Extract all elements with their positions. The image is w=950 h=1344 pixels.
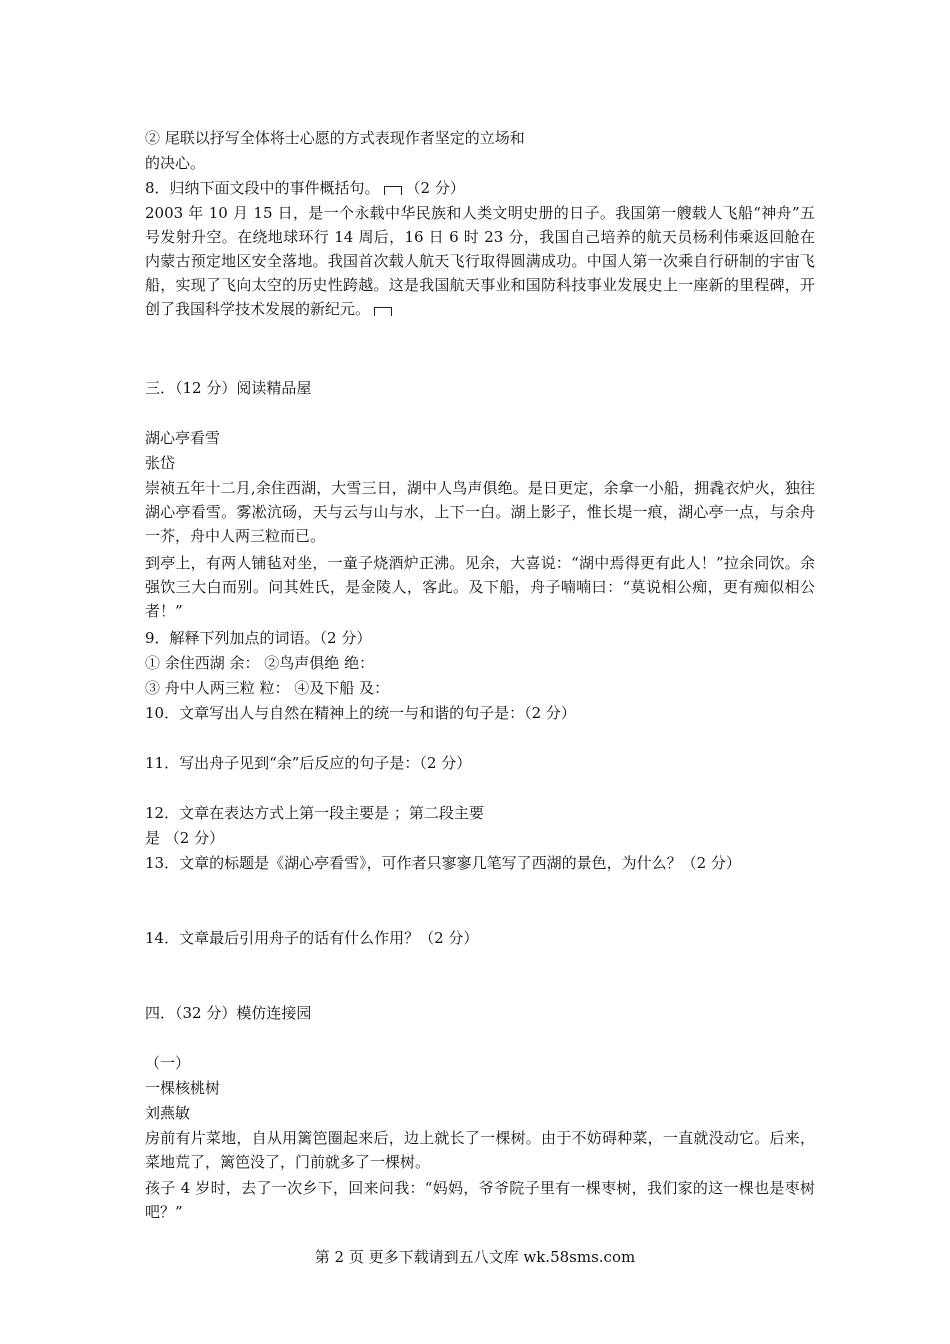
article-title: 一棵核桃树 xyxy=(145,1079,221,1097)
passage-text: 2003 年 10 月 15 日，是一个永载中华民族和人类文明史册的日子。我国第一艘载人飞船“神舟”五号发射升空。在绕地球环行 14 周后，16 日 6 时 23 分，我国自己培养的航天员杨利伟乘返回舱在内蒙古预定地区安全落地。我国首次载人航天飞行取得圆满成功。中国人第一次乘自行研制的宇宙飞船，实现了飞向太空的历史性跨越。这是我国航天事业和国防科技事业发展史上一座新的里程碑，开创了我国科学技术发展的新纪元。 xyxy=(145,204,815,318)
section-heading-3: 三．（12 分）阅读精品屋 xyxy=(145,379,312,397)
question-10: 10．文章写出人与自然在精神上的统一与和谐的句子是：（2 分） xyxy=(145,704,576,722)
passage-paragraph xyxy=(145,201,815,321)
question-8 xyxy=(145,176,815,200)
article-author: 张岱 xyxy=(145,454,176,472)
section-heading-4: 四．（32 分）模仿连接园 xyxy=(145,1004,312,1022)
article-paragraph-2: 孩子 4 岁时，去了一次乡下，回来问我：“妈妈，爷爷院子里有一棵枣树，我们家的这一棵也是枣树吧？” xyxy=(145,1179,815,1221)
text-line: 的决心。 xyxy=(145,154,206,172)
answer-blank-mark xyxy=(384,186,402,195)
article-author: 刘燕敏 xyxy=(145,1104,191,1122)
subsection-label: （一） xyxy=(145,1054,191,1072)
question-9: 9．解释下列加点的词语。（2 分） xyxy=(145,629,372,647)
answer-blank-mark xyxy=(374,307,392,316)
page-footer: 第 2 页 更多下载请到五八文库 wk.58sms.com xyxy=(314,1248,636,1266)
question-8-text: 8．归纳下面文段中的事件概括句。 xyxy=(145,179,380,197)
question-9-items-1: ① 余住西湖 余： ②鸟声俱绝 绝： xyxy=(145,654,375,672)
article-paragraph-1: 崇祯五年十二月,余住西湖，大雪三日，湖中人鸟声俱绝。是日更定，余拿一小船，拥毳衣炉火，独往湖心亭看雪。雾凇沆砀，天与云与山与水，上下一白。湖上影子，惟长堤一痕，湖心亭一点，与余舟一芥，舟中人两三粒而已。 xyxy=(145,479,815,545)
question-12: 12．文章在表达方式上第一段主要是 ；第二段主要 xyxy=(145,804,484,822)
question-9-items-2: ③ 舟中人两三粒 粒： ④及下船 及： xyxy=(145,679,390,697)
question-14: 14．文章最后引用舟子的话有什么作用？（2 分） xyxy=(145,929,479,947)
article-paragraph-1: 房前有片菜地，自从用篱笆圈起来后，边上就长了一棵树。由于不妨碍种菜，一直就没动它。后来，菜地荒了，篱笆没了，门前就多了一棵树。 xyxy=(145,1129,815,1171)
article-paragraph-2: 到亭上，有两人铺毡对坐，一童子烧酒炉正沸。见余，大喜说：“湖中焉得更有此人！”拉余同饮。余强饮三大白而别。问其姓氏，是金陵人，客此。及下船，舟子喃喃曰：“莫说相公痴，更有痴似相公者！” xyxy=(145,554,815,620)
question-11: 11．写出舟子见到“余”后反应的句子是：（2 分） xyxy=(145,754,472,772)
question-13: 13．文章的标题是《湖心亭看雪》，可作者只寥寥几笔写了西湖的景色，为什么？（2 分） xyxy=(145,854,741,872)
article-title: 湖心亭看雪 xyxy=(145,429,221,447)
text-line: ② 尾联以抒写全体将士心愿的方式表现作者坚定的立场和 xyxy=(145,129,525,147)
question-8-score: （2 分） xyxy=(405,179,465,197)
question-12-cont: 是 （2 分） xyxy=(145,829,225,847)
